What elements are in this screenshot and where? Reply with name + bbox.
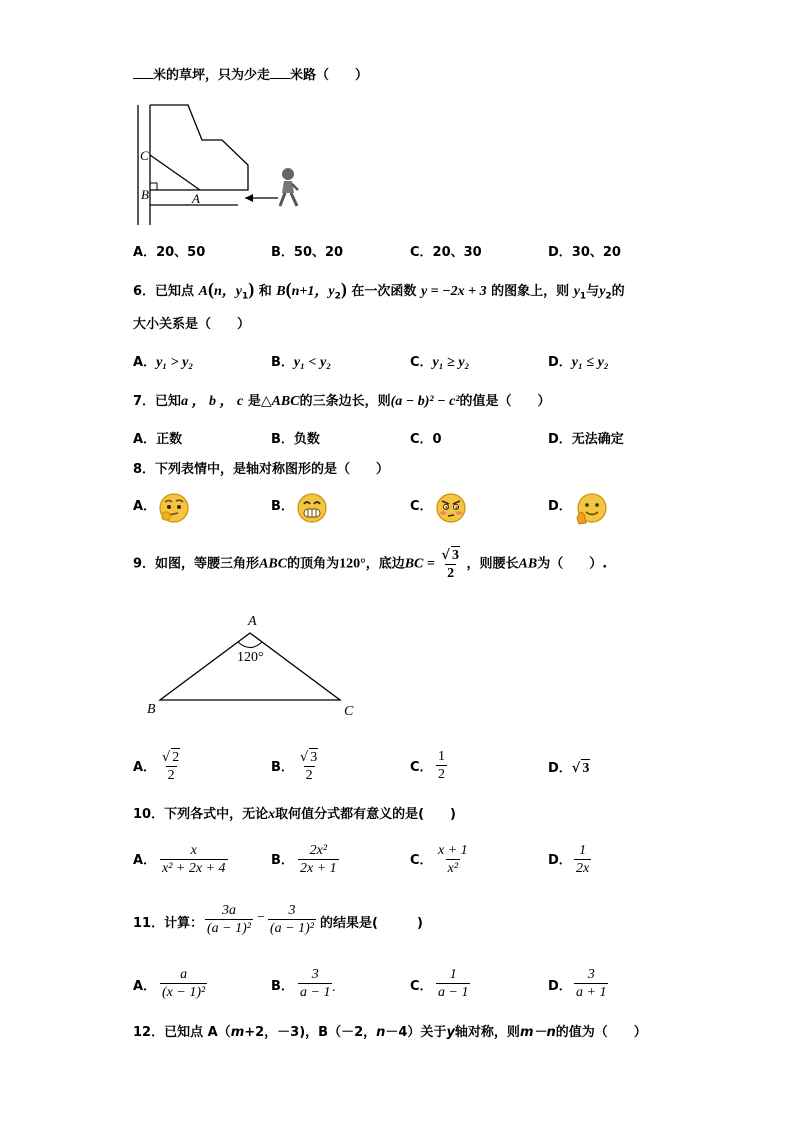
q7-stem: 7．已知a ， b ， c 是△ABC的三条边长，则(a − b)² − c²的值是（ ） xyxy=(133,394,551,409)
q6-option-d[interactable]: D．y₁ ≤ y₂ xyxy=(548,355,609,370)
lawn-outline xyxy=(150,105,248,190)
q10-option-c[interactable]: C． xyxy=(410,853,433,868)
q11-option-a[interactable]: A． xyxy=(133,979,157,994)
q9-option-c[interactable]: C． xyxy=(410,760,433,775)
q9-option-b-value: $\frac{√ 3}{2}$ xyxy=(300,750,318,783)
q7-option-d[interactable]: D．无法确定 xyxy=(548,432,624,447)
q11-option-b-value: $\frac{3}{a - 1}$ xyxy=(300,967,331,1000)
q11-option-b-period: . xyxy=(332,980,336,995)
q10-option-a[interactable]: A． xyxy=(133,853,157,868)
q5-figure xyxy=(130,100,310,230)
q7-option-b[interactable]: B．负数 xyxy=(271,432,320,447)
q11-option-d-value: $\frac{3}{a + 1}$ xyxy=(576,967,607,1000)
q7-option-c[interactable]: C．0 xyxy=(410,432,442,447)
q11-minus: − xyxy=(257,910,265,925)
grinning-face-icon[interactable] xyxy=(296,492,328,524)
label-B: B xyxy=(141,187,149,202)
q5-blank-2[interactable] xyxy=(270,66,290,79)
q10-option-c-value: $\frac{x + 1}{\text{x²}}$ xyxy=(438,843,468,876)
hand-on-cheek-face-icon[interactable] xyxy=(574,492,608,526)
q11-option-c-value: $\frac{1}{a - 1}$ xyxy=(438,967,469,1000)
q9-option-c-value: $\frac{1}{2}$ xyxy=(438,749,445,782)
right-angle-mark xyxy=(150,183,157,190)
q7-option-a[interactable]: A．正数 xyxy=(133,432,183,447)
q11-option-a-value: $\frac{a}{\text{(x − 1)²}}$ xyxy=(162,967,206,1000)
q9-triangle-figure xyxy=(140,605,370,720)
q9-option-a-value: $\frac{√ 2}{2}$ xyxy=(162,750,180,783)
label-C: C xyxy=(344,704,354,719)
q10-option-d-value: $\frac{1}{2x}$ xyxy=(576,843,590,876)
q11-fraction-1: $\frac{3a}{\text{(a − 1)²}}$ xyxy=(207,903,251,936)
thinking-face-icon[interactable] xyxy=(158,492,190,524)
angle-arc xyxy=(238,642,262,648)
q9-option-b[interactable]: B． xyxy=(271,760,294,775)
q8-option-c[interactable]: C． xyxy=(410,499,433,514)
q8-option-b[interactable]: B． xyxy=(271,499,294,514)
q9-option-d[interactable]: D．√ 3 xyxy=(548,761,590,776)
q5-option-a[interactable]: A．20、50 xyxy=(133,245,206,260)
q11-number: 11．计算： xyxy=(133,916,204,931)
annoyed-face-icon[interactable] xyxy=(435,492,467,524)
q10-option-b[interactable]: B． xyxy=(271,853,294,868)
q8-stem: 8．下列表情中，是轴对称图形的是（ ） xyxy=(133,462,390,477)
triangle-abc xyxy=(160,633,340,700)
arrow-head xyxy=(245,194,253,202)
q11-stem-tail: 的结果是( ) xyxy=(320,916,423,931)
q11-fraction-2: $\frac{3}{\text{(a − 1)²}}$ xyxy=(270,903,314,936)
q10-option-a-value: $\frac{x}{\text{x² + 2x + 4}}$ xyxy=(162,843,226,876)
walking-person-icon xyxy=(280,168,298,206)
q9-option-a[interactable]: A． xyxy=(133,760,157,775)
q10-stem: 10．下列各式中，无论x取何值分式都有意义的是( ) xyxy=(133,807,456,822)
q5-option-d[interactable]: D．30、20 xyxy=(548,245,621,260)
q6-stem-line2: 大小关系是（ ） xyxy=(133,317,251,332)
label-A: A xyxy=(192,191,200,206)
q5-blank-1[interactable] xyxy=(133,66,153,79)
q11-option-d[interactable]: D． xyxy=(548,979,572,994)
q6-option-c[interactable]: C．y₁ ≥ y₂ xyxy=(410,355,470,370)
label-C: C xyxy=(140,148,149,163)
q10-option-d[interactable]: D． xyxy=(548,853,572,868)
q6-stem: 6．已知点 A(n，$y_1$) 和 B(n+1，$y_2$) 在一次函数 y = −2x + 3 的图象上，则 $y_1$与$y_2$的 xyxy=(133,279,625,302)
q6-option-a[interactable]: A．y₁ > y₂ xyxy=(133,355,194,370)
q5-option-c[interactable]: C．20、30 xyxy=(410,245,482,260)
q9-stem: 9．如图，等腰三角形ABC的顶角为120°，底边BC = $\frac{√ 3}{2}$ ，则腰长AB为（ ）. xyxy=(133,548,608,581)
q11-option-b[interactable]: B． xyxy=(271,979,294,994)
q8-option-d[interactable]: D． xyxy=(548,499,572,514)
q6-option-b[interactable]: B．y₁ < y₂ xyxy=(271,355,332,370)
q11-option-c[interactable]: C． xyxy=(410,979,433,994)
label-B: B xyxy=(147,702,156,717)
q8-option-a[interactable]: A． xyxy=(133,499,157,514)
q10-option-b-value: $\frac{\text{2x²}}{2x + 1}$ xyxy=(300,843,337,876)
q5-stem: 米的草坪，只为少走 米路（ ） xyxy=(133,66,368,85)
q5-option-b[interactable]: B．50、20 xyxy=(271,245,344,260)
q12-stem: 12．已知点 A（m+2，－3)，B（－2，n－4）关于y轴对称，则m－n的值为（ ） xyxy=(133,1025,647,1040)
angle-label: 120° xyxy=(237,650,264,665)
label-A: A xyxy=(248,614,257,629)
